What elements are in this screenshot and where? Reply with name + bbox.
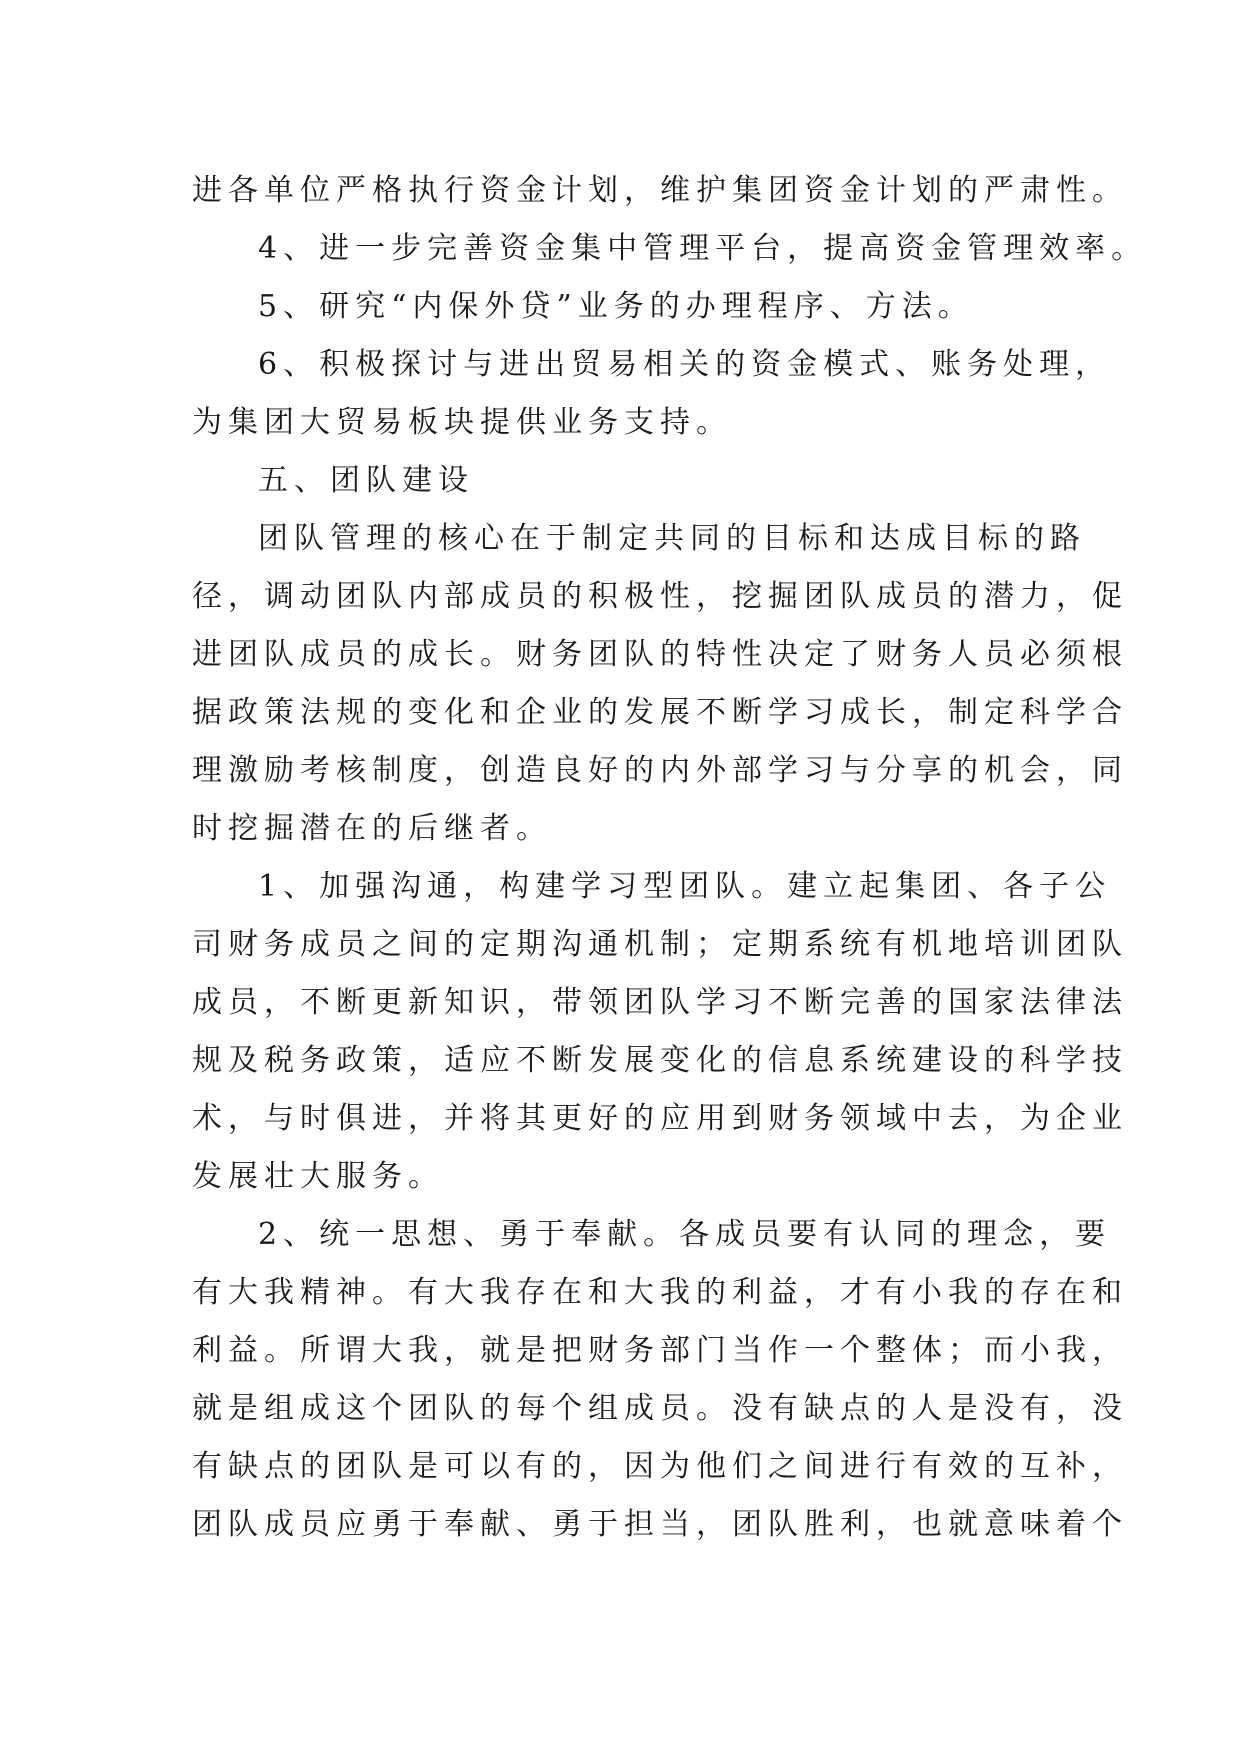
- text-line: 理激励考核制度，创造良好的内外部学习与分享的机会，同: [192, 753, 1128, 788]
- text-line: 利益。所谓大我，就是把财务部门当作一个整体；而小我，: [192, 1333, 1128, 1368]
- text-line: 2、统一思想、勇于奉献。各成员要有认同的理念，要: [258, 1217, 1112, 1252]
- text-line: 有缺点的团队是可以有的，因为他们之间进行有效的互补，: [192, 1449, 1128, 1484]
- text-line: 成员，不断更新知识，带领团队学习不断完善的国家法律法: [192, 985, 1128, 1020]
- text-line: 有大我精神。有大我存在和大我的利益，才有小我的存在和: [192, 1275, 1128, 1310]
- text-line: 团队管理的核心在于制定共同的目标和达成目标的路: [258, 521, 1086, 556]
- text-line: 司财务成员之间的定期沟通机制；定期系统有机地培训团队: [192, 927, 1128, 962]
- text-line: 术，与时俱进，并将其更好的应用到财务领域中去，为企业: [192, 1101, 1128, 1136]
- text-line: 4、进一步完善资金集中管理平台，提高资金管理效率。: [258, 231, 1148, 266]
- text-line: 为集团大贸易板块提供业务支持。: [192, 405, 732, 440]
- text-line: 径，调动团队内部成员的积极性，挖掘团队成员的潜力，促: [192, 579, 1128, 614]
- text-line: 5、研究“内保外贷”业务的办理程序、方法。: [258, 289, 974, 324]
- section-heading: 五、团队建设: [258, 463, 474, 498]
- text-line: 6、积极探讨与进出贸易相关的资金模式、账务处理，: [258, 347, 1112, 382]
- text-line: 进团队成员的成长。财务团队的特性决定了财务人员必须根: [192, 637, 1128, 672]
- text-line: 就是组成这个团队的每个组成员。没有缺点的人是没有，没: [192, 1391, 1128, 1426]
- text-line: 发展壮大服务。: [192, 1159, 444, 1194]
- text-line: 进各单位严格执行资金计划，维护集团资金计划的严肃性。: [192, 173, 1128, 208]
- text-line: 团队成员应勇于奉献、勇于担当，团队胜利，也就意味着个: [192, 1507, 1128, 1542]
- text-line: 规及税务政策，适应不断发展变化的信息系统建设的科学技: [192, 1043, 1128, 1078]
- document-body: [192, 162, 1148, 1554]
- text-line: 据政策法规的变化和企业的发展不断学习成长，制定科学合: [192, 695, 1128, 730]
- text-line: 时挖掘潜在的后继者。: [192, 811, 552, 846]
- text-line: 1、加强沟通，构建学习型团队。建立起集团、各子公: [258, 869, 1112, 904]
